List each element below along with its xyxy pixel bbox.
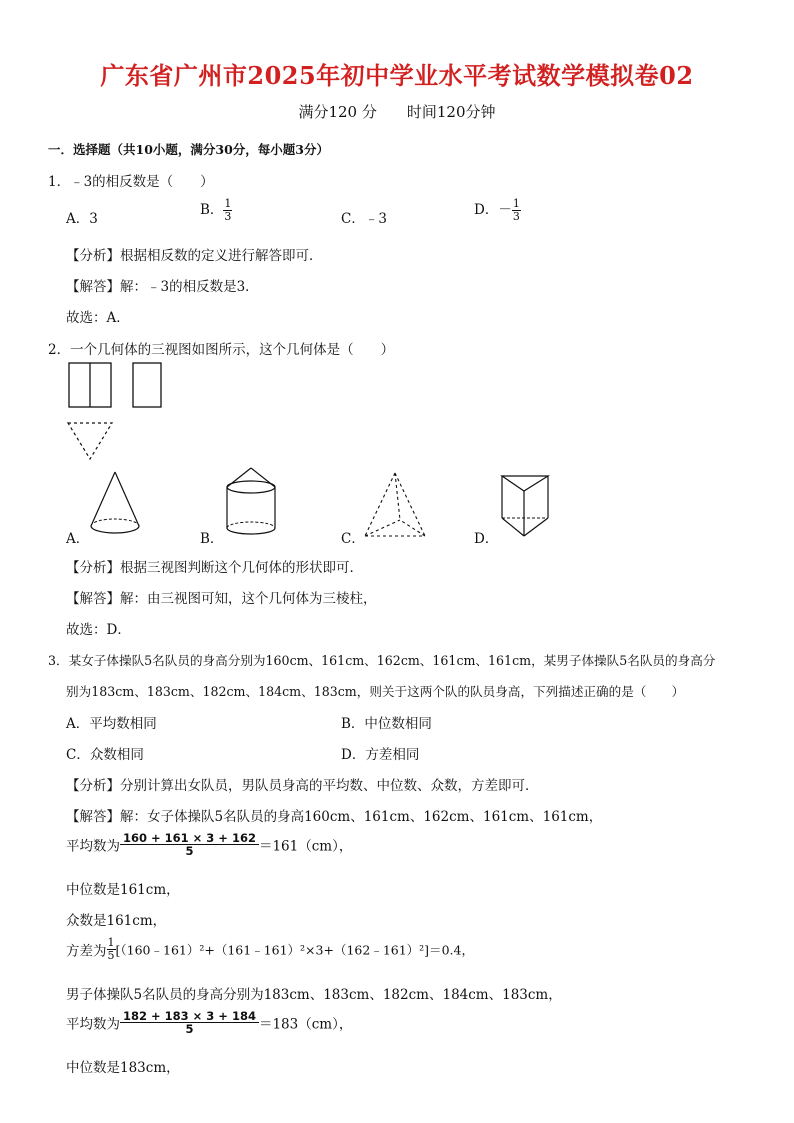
q2-option-d: D． bbox=[474, 531, 499, 547]
q1-stem: 1．﹣3的相反数是（ ） bbox=[48, 174, 214, 190]
fraction: $\frac{1}{3}$ bbox=[224, 197, 232, 223]
q1-choice: 故选：A． bbox=[66, 310, 130, 326]
q3-men-heights: 男子体操队5名队员的身高分别为183cm、183cm、182cm、184cm、183cm， bbox=[66, 987, 562, 1003]
prism-shape bbox=[496, 470, 556, 542]
q3-answer: 【解答】解：女子体操队5名队员的身高160cm、161cm、162cm、161cm、161cm， bbox=[66, 809, 603, 825]
q1-answer: 【解答】解：﹣3的相反数是3． bbox=[66, 279, 259, 295]
q3-analysis: 【分析】分别计算出女队员，男队员身高的平均数、中位数、众数，方差即可． bbox=[66, 778, 539, 794]
q3-mean-women: 平均数为 $\frac{160 + 161 \times 3 + 162}{5}$ ＝161（cm）， bbox=[66, 831, 353, 858]
q1-analysis: 【分析】根据相反数的定义进行解答即可． bbox=[66, 248, 323, 264]
q3-stem-line2: 别为183cm、183cm、182cm、184cm、183cm，则关于这两个队的队员身高，下列描述正确的是（ ） bbox=[66, 684, 685, 699]
q3-median-men: 中位数是183cm， bbox=[66, 1060, 180, 1076]
q1-option-b: B． $\frac{1}{3}$ bbox=[200, 197, 232, 223]
fraction: $\frac{160 + 161 \times 3 + 162}{5}$ bbox=[120, 832, 259, 857]
section-heading: 一．选择题（共10小题，满分30分，每小题3分） bbox=[48, 142, 329, 157]
cone-shape bbox=[86, 468, 146, 542]
full-score: 满分120 分 bbox=[298, 103, 377, 121]
exam-meta bbox=[0, 101, 794, 122]
three-view-figure bbox=[60, 358, 170, 468]
exam-time: 时间120分钟 bbox=[406, 103, 496, 121]
q1-option-a: A．3 bbox=[66, 211, 98, 227]
q3-mode-women: 众数是161cm， bbox=[66, 913, 167, 929]
side-view bbox=[133, 363, 161, 407]
q2-stem: 2．一个几何体的三视图如图所示，这个几何体是（ ） bbox=[48, 342, 395, 358]
q2-option-c: C． bbox=[341, 531, 365, 547]
cylinder-cone-shape bbox=[222, 466, 282, 542]
q3-mean-men: 平均数为 $\frac{182 + 183 \times 3 + 184}{5}$ ＝183（cm）， bbox=[66, 1009, 353, 1036]
fraction: $\frac{1}{3}$ bbox=[512, 197, 520, 223]
fraction: $\frac{182 + 183 \times 3 + 184}{5}$ bbox=[120, 1010, 259, 1035]
q3-option-c: C．众数相同 bbox=[66, 747, 144, 763]
page-title: 广东省广州市2025年初中学业水平考试数学模拟卷02 bbox=[100, 61, 694, 90]
pyramid-shape bbox=[360, 470, 430, 542]
q3-option-b: B．中位数相同 bbox=[341, 716, 432, 732]
q3-variance-women: 方差为 $\frac{1}{5}$ [（160﹣161）²+（161﹣161）²×3+（162﹣161）²]＝0.4， bbox=[66, 936, 474, 962]
q2-analysis: 【分析】根据三视图判断这个几何体的形状即可． bbox=[66, 560, 363, 576]
q3-stem-line1: 3．某女子体操队5名队员的身高分别为160cm、161cm、162cm、161cm、161cm，某男子体操队5名队员的身高分 bbox=[48, 653, 716, 668]
q3-option-a: A．平均数相同 bbox=[66, 716, 157, 732]
q3-option-d: D．方差相同 bbox=[341, 747, 420, 763]
q2-option-a: A． bbox=[66, 531, 90, 547]
q2-option-b: B． bbox=[200, 531, 224, 547]
top-view bbox=[68, 423, 112, 459]
q1-option-c: C．﹣3 bbox=[341, 211, 387, 227]
q3-median-women: 中位数是161cm， bbox=[66, 882, 180, 898]
fraction: $\frac{1}{5}$ bbox=[107, 936, 115, 962]
q1-option-d: D．－ $\frac{1}{3}$ bbox=[474, 197, 520, 223]
q2-choice: 故选：D． bbox=[66, 622, 131, 638]
q2-answer: 【解答】解：由三视图可知，这个几何体为三棱柱， bbox=[66, 591, 377, 607]
